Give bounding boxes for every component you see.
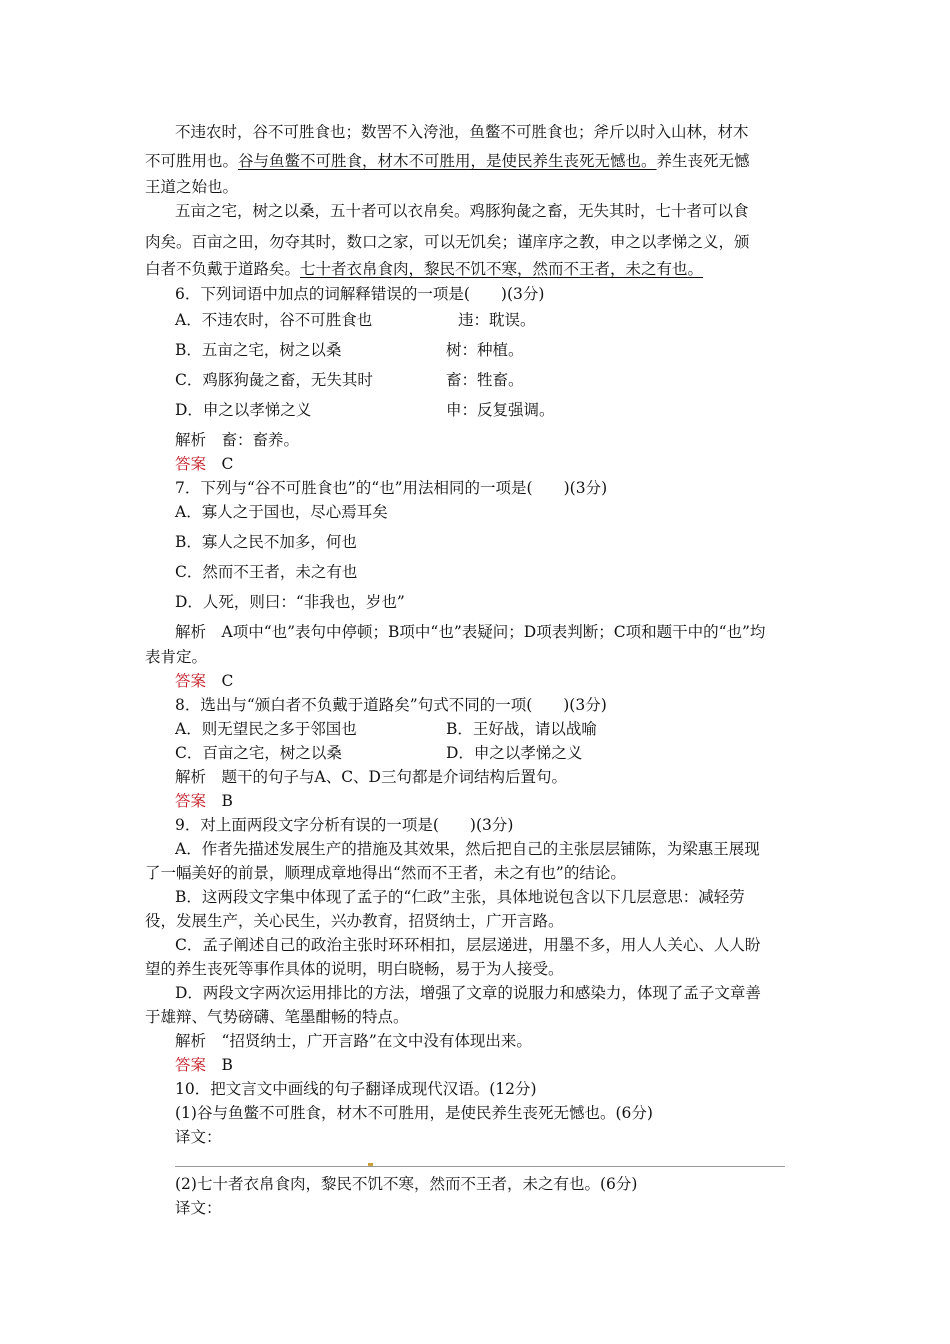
q7-option-c: C．然而不王者，未之有也	[175, 563, 358, 581]
question-6-stem: 6．下列词语中加点的词解释错误的一项是( )(3分)	[175, 285, 545, 303]
passage-line: 白者不负戴于道路矣。七十者衣帛食肉，黎民不饥不寒，然而不王者，未之有也。	[145, 260, 704, 278]
q9-option-a-line: A．作者先描述发展生产的措施及其效果，然后把自己的主张层层铺陈，为梁惠王展现	[175, 840, 760, 858]
underlined-sentence-2: 七十者衣帛食肉，黎民不饥不寒，然而不王者，未之有也。	[300, 260, 704, 278]
question-10-stem: 10．把文言文中画线的句子翻译成现代汉语。(12分)	[175, 1080, 537, 1098]
q9-option-a-line: 了一幅美好的前景，顺理成章地得出“然而不王者，未之有也”的结论。	[145, 864, 626, 882]
passage-line: 不违农时，谷不可胜食也；数罟不入洿池，鱼鳖不可胜食也；斧斤以时入山林，材木	[175, 123, 749, 141]
q7-answer: 答案 C	[175, 672, 234, 690]
passage-line: 五亩之宅，树之以桑，五十者可以衣帛矣。鸡豚狗彘之畜，无失其时，七十者可以食	[175, 202, 749, 220]
passage-line: 不可胜用也。谷与鱼鳖不可胜食，材木不可胜用，是使民养生丧死无憾也。养生丧死无憾	[145, 152, 750, 170]
q8-analysis: 解析 题干的句子与A、C、D三句都是介词结构后置句。	[175, 768, 567, 786]
q7-option-d: D．人死，则曰：“非我也，岁也”	[175, 593, 405, 611]
q9-option-b-line: B．这两段文字集中体现了孟子的“仁政”主张，具体地说包含以下几层意思：减轻劳	[175, 888, 745, 906]
q6-option-a: A．不违农时，谷不可胜食也	[175, 311, 373, 329]
q8-option-b: B．王好战，请以战喻	[446, 720, 597, 738]
q10-translation-label-1: 译文：	[175, 1128, 222, 1146]
q10-sentence-1: (1)谷与鱼鳖不可胜食，材木不可胜用，是使民养生丧死无憾也。(6分)	[175, 1104, 653, 1122]
q9-option-c-line: C．孟子阐述自己的政治主张时环环相扣，层层递进，用墨不多，用人人关心、人人盼	[175, 936, 761, 954]
q9-option-d-line: D．两段文字两次运用排比的方法，增强了文章的说服力和感染力，体现了孟子文章善	[175, 984, 761, 1002]
passage-line: 王道之始也。	[145, 178, 239, 196]
q6-option-c-explanation: 畜：牲畜。	[446, 371, 524, 389]
q6-analysis: 解析 畜：畜养。	[175, 431, 300, 449]
q9-option-b-line: 役，发展生产，关心民生，兴办教育，招贤纳士，广开言路。	[145, 912, 564, 930]
q9-analysis: 解析 “招贤纳士，广开言路”在文中没有体现出来。	[175, 1032, 532, 1050]
question-9-stem: 9．对上面两段文字分析有误的一项是( )(3分)	[175, 816, 514, 834]
question-8-stem: 8．选出与“颁白者不负戴于道路矣”句式不同的一项( )(3分)	[175, 696, 607, 714]
q6-option-b: B．五亩之宅，树之以桑	[175, 341, 342, 359]
q8-answer: 答案 B	[175, 792, 233, 810]
q7-option-a: A．寡人之于国也，尽心焉耳矣	[175, 503, 388, 521]
answer-label: 答案	[175, 1056, 207, 1074]
q6-option-d-explanation: 申：反复强调。	[446, 401, 555, 419]
q8-option-d: D．申之以孝悌之义	[446, 744, 583, 762]
q10-sentence-2: (2)七十者衣帛食肉，黎民不饥不寒，然而不王者，未之有也。(6分)	[175, 1175, 638, 1193]
q7-analysis-line: 表肯定。	[145, 648, 208, 666]
passage-line: 肉矣。百亩之田，勿夺其时，数口之家，可以无饥矣；谨庠序之教，申之以孝悌之义，颁	[145, 233, 750, 251]
q6-option-d: D．申之以孝悌之义	[175, 401, 312, 419]
q8-option-c: C．百亩之宅，树之以桑	[175, 744, 342, 762]
q7-analysis-line: 解析 A项中“也”表句中停顿；B项中“也”表疑问；D项表判断；C项和题干中的“也”均	[175, 623, 766, 641]
q6-option-a-explanation: 违：耽误。	[458, 311, 536, 329]
q7-option-b: B．寡人之民不加多，何也	[175, 533, 357, 551]
answer-label: 答案	[175, 455, 207, 473]
q9-option-c-line: 望的养生丧死等事作具体的说明，明白晓畅，易于为人接受。	[145, 960, 564, 978]
answer-line	[175, 1166, 785, 1167]
q10-translation-label-2: 译文：	[175, 1199, 222, 1217]
q9-answer: 答案 B	[175, 1056, 233, 1074]
q9-option-d-line: 于雄辩、气势磅礴、笔墨酣畅的特点。	[145, 1008, 409, 1026]
q6-answer: 答案 C	[175, 455, 234, 473]
question-7-stem: 7．下列与“谷不可胜食也”的“也”用法相同的一项是( )(3分)	[175, 479, 608, 497]
q8-option-a: A．则无望民之多于邻国也	[175, 720, 357, 738]
answer-label: 答案	[175, 792, 207, 810]
q6-option-b-explanation: 树：种植。	[446, 341, 524, 359]
mark-icon	[368, 1163, 373, 1166]
q6-option-c: C．鸡豚狗彘之畜，无失其时	[175, 371, 373, 389]
answer-label: 答案	[175, 672, 207, 690]
underlined-sentence-1: 谷与鱼鳖不可胜食，材木不可胜用，是使民养生丧死无憾也。	[238, 152, 657, 170]
